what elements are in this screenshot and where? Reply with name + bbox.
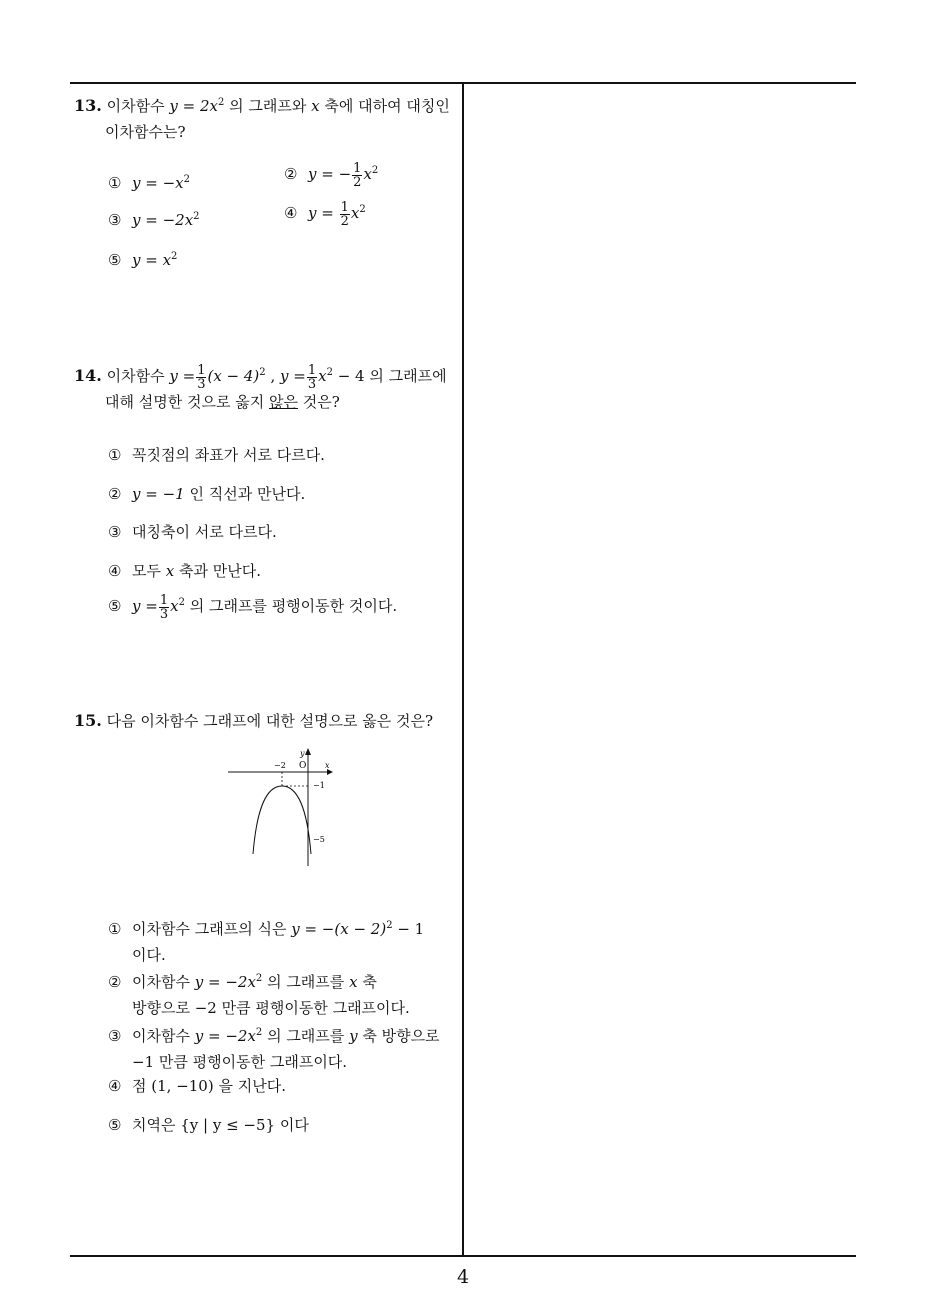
question-13: 13. 이차함수 $y = 2x^2$ 의 그래프와 x 축에 대하여 대칭인 이차함수는? xyxy=(74,96,450,141)
q15-option-1[interactable]: ① 이차함수 그래프의 식은 $y = -(x - 2)^2 - 1$ 이다. xyxy=(108,920,425,964)
q13-option-2[interactable]: ② y = − $\frac{1}{2}$ $x^2$ xyxy=(284,160,379,190)
q13-option-4[interactable]: ④ y = $\frac{1}{2}$ $x^2$ xyxy=(284,199,366,229)
q14-option-1[interactable]: ① 꼭짓점의 좌표가 서로 다르다. xyxy=(108,446,325,464)
question-14: 14. 이차함수 y = $\frac{1}{3}$ $(x - 4)^2$ , y = $\frac{1}{3}$ $x^2 - 4$ 의 그래프에 대해 설명한 것으로 옳지 않은 것은? xyxy=(74,362,447,411)
question-15: 15. 다음 이차함수 그래프에 대한 설명으로 옳은 것은? xyxy=(74,711,434,730)
q14-option-5[interactable]: ⑤ y = $\frac{1}{3}$ $x^2$ 의 그래프를 평행이동한 것이다. xyxy=(108,592,398,622)
column-divider xyxy=(462,82,464,1257)
parabola-curve xyxy=(253,786,311,854)
q13-option-3[interactable]: ③ $y = -2x^2$ xyxy=(108,211,200,229)
page-number: 4 xyxy=(456,1266,470,1288)
y-axis-arrow xyxy=(305,748,311,755)
q15-option-2[interactable]: ② 이차함수 $y = -2x^2$ 의 그래프를 x 축 방향으로 −2 만큼 평행이동한 그래프이다. xyxy=(108,973,410,1017)
q13-option-1[interactable]: ① $y = -x^2$ xyxy=(108,174,190,192)
question-number: 13. xyxy=(74,96,102,115)
q15-option-3[interactable]: ③ 이차함수 $y = -2x^2$ 의 그래프를 y 축 방향으로 −1 만큼 평행이동한 그래프이다. xyxy=(108,1027,440,1071)
label-origin: O xyxy=(299,761,307,771)
q14-option-4[interactable]: ④ 모두 x 축과 만난다. xyxy=(108,562,261,580)
q14-option-2[interactable]: ② y = −1 인 직선과 만난다. xyxy=(108,485,306,503)
bottom-rule xyxy=(70,1255,856,1257)
label-minus-2: −2 xyxy=(274,761,286,770)
q15-option-4[interactable]: ④ 점 (1, −10) 을 지난다. xyxy=(108,1077,286,1095)
label-minus-1: −1 xyxy=(313,781,325,790)
q14-option-3[interactable]: ③ 대칭축이 서로 다르다. xyxy=(108,523,277,541)
label-x: x xyxy=(325,761,330,770)
label-minus-5: −5 xyxy=(313,835,325,844)
label-y: y xyxy=(300,749,305,758)
q13-option-5[interactable]: ⑤ $y = x^2$ xyxy=(108,251,178,269)
parabola-graph xyxy=(225,748,345,868)
question-number: 14. xyxy=(74,366,102,385)
q15-option-5[interactable]: ⑤ 치역은 {y | y ≤ −5} 이다 xyxy=(108,1116,309,1134)
question-number: 15. xyxy=(74,711,102,730)
